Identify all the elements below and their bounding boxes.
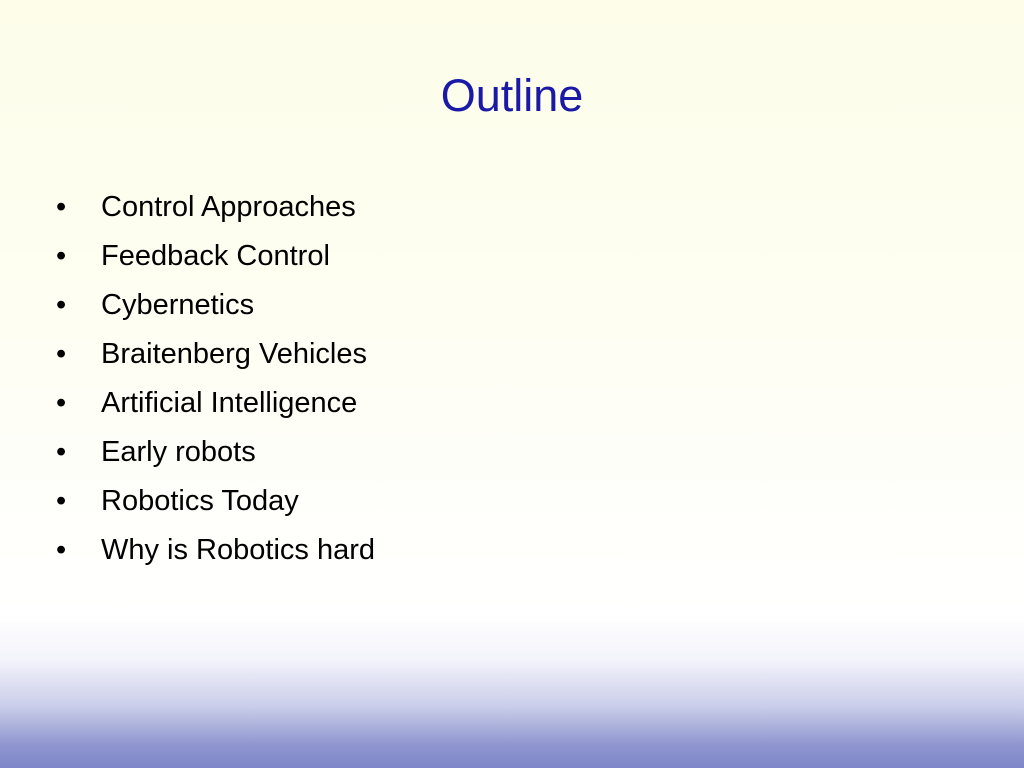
bullet-text: Control Approaches: [101, 191, 356, 223]
bullet-text: Cybernetics: [101, 289, 255, 321]
bullet-text: Early robots: [101, 436, 256, 468]
bullet-icon: •: [56, 191, 67, 223]
bullet-icon: •: [56, 289, 67, 321]
bullet-text: Why is Robotics hard: [101, 534, 375, 566]
bullet-icon: •: [56, 387, 67, 419]
bullet-text: Artificial Intelligence: [101, 387, 358, 419]
bullet-icon: •: [56, 436, 67, 468]
bullet-text: Feedback Control: [101, 240, 330, 272]
slide-title: Outline: [440, 70, 584, 121]
bullet-icon: •: [56, 338, 67, 370]
bullet-icon: •: [56, 534, 67, 566]
bullet-icon: •: [56, 240, 67, 272]
bullet-text: Robotics Today: [101, 485, 299, 517]
bullet-text: Braitenberg Vehicles: [101, 338, 367, 370]
bullet-icon: •: [56, 485, 67, 517]
